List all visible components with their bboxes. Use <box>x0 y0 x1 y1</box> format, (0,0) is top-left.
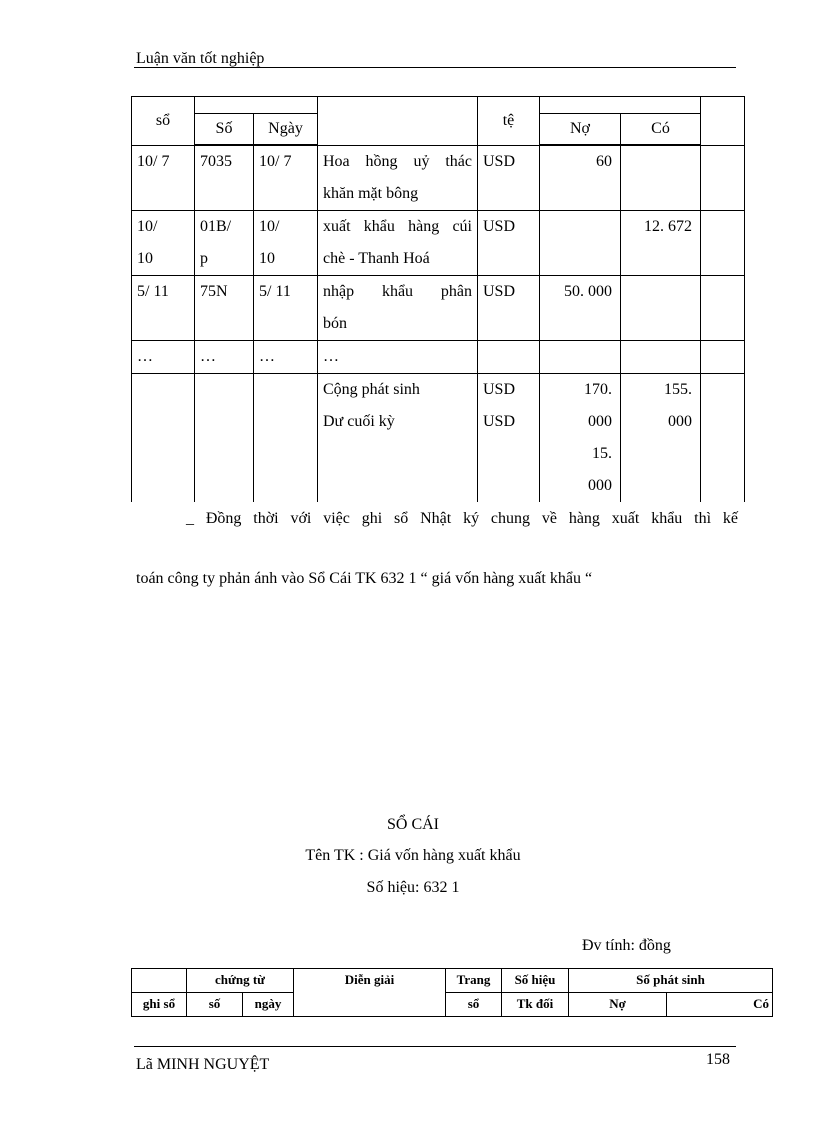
body-paragraph-line1: _ Đồng thời với việc ghi sổ Nhật ký chung về hàng xuất khẩu thì kế <box>186 510 738 527</box>
account-name: Tên TK : Giá vốn hàng xuất khẩu <box>305 847 521 864</box>
cell-co <box>621 340 701 373</box>
header-ghiso: ghi sổ <box>132 993 187 1017</box>
cell-extra <box>701 340 745 373</box>
header-trang: Trang <box>446 969 502 993</box>
header-so-sub: Số <box>195 114 254 146</box>
total-co-line: 000 <box>668 412 692 430</box>
cell-no: 60 <box>540 145 621 210</box>
cell-ngay: 5/ 11 <box>254 275 318 340</box>
cell-so <box>195 210 254 275</box>
table-header-row-top <box>132 969 773 993</box>
cell-date: … <box>132 340 195 373</box>
header-diengiai: Diễn giải <box>294 969 446 1017</box>
total-no-line: 170. <box>584 380 612 398</box>
cell-so: … <box>195 340 254 373</box>
table-header-row-bottom <box>132 993 773 1017</box>
totals-row <box>132 373 745 502</box>
header-tkdoi: Tk đối <box>502 993 569 1017</box>
cell-no <box>540 373 621 502</box>
ledger-title: SỔ CÁI <box>386 816 439 833</box>
cell-desc <box>318 145 478 210</box>
date-line: 10/ <box>137 217 158 235</box>
header-desc <box>318 97 478 146</box>
header-no: Nợ <box>569 993 667 1017</box>
cell-date <box>132 373 195 502</box>
header-co: Có <box>667 993 773 1017</box>
total-no-line: 000 <box>588 412 612 430</box>
table-row <box>132 145 745 210</box>
header-ngay-sub: Ngày <box>254 114 318 146</box>
total-label: Cộng phát sinh <box>323 380 420 398</box>
page-header-title: Luận văn tốt nghiệp <box>136 50 265 67</box>
unit-label: Đv tính: đồng <box>582 937 671 954</box>
ngay-line: 10/ <box>259 217 280 235</box>
total-no-line: 000 <box>588 476 612 494</box>
cell-co <box>621 275 701 340</box>
ngay-line: 10 <box>259 249 275 267</box>
header-amount-top <box>540 97 701 114</box>
cell-currency <box>478 340 540 373</box>
cell-so: 75N <box>195 275 254 340</box>
cell-currency: USD <box>478 210 540 275</box>
header-trang-so: sổ <box>446 993 502 1017</box>
cell-extra <box>701 210 745 275</box>
total-currency: USD <box>483 380 516 398</box>
table-row <box>132 275 745 340</box>
cell-extra <box>701 373 745 502</box>
header-te: tệ <box>478 97 540 146</box>
cell-no: 50. 000 <box>540 275 621 340</box>
header-so: sổ <box>132 97 195 146</box>
so-line: p <box>200 249 208 267</box>
body-paragraph-line2: toán công ty phản ánh vào Sổ Cái TK 632 1 “ giá vốn hàng xuất khẩu “ <box>136 570 593 587</box>
cell-desc <box>318 210 478 275</box>
cell-extra <box>701 145 745 210</box>
header-so: số <box>187 993 243 1017</box>
ledger-header-table <box>131 968 773 1017</box>
cell-so <box>195 373 254 502</box>
cell-currency: USD <box>478 275 540 340</box>
cell-currency <box>478 373 540 502</box>
cell-desc: … <box>318 340 478 373</box>
table-row <box>132 340 745 373</box>
cell-ngay <box>254 373 318 502</box>
cell-so: 7035 <box>195 145 254 210</box>
cell-date <box>132 210 195 275</box>
total-co-line: 155. <box>664 380 692 398</box>
cell-co <box>621 373 701 502</box>
desc-line: khăn mặt bông <box>323 184 419 202</box>
so-line: 01B/ <box>200 217 232 235</box>
cell-ngay <box>254 210 318 275</box>
header-no: Nợ <box>540 114 621 146</box>
desc-line: nhập khẩu phân <box>323 282 472 300</box>
cell-desc <box>318 275 478 340</box>
desc-line: Hoa hồng uỷ thác <box>323 152 472 170</box>
desc-line: chè - Thanh Hoá <box>323 249 430 267</box>
cell-currency: USD <box>478 145 540 210</box>
cell-co: 12. 672 <box>621 210 701 275</box>
cell-date: 10/ 7 <box>132 145 195 210</box>
header-extra <box>701 97 745 146</box>
header-chungtu-top <box>195 97 318 114</box>
desc-line: xuất khẩu hàng cúi <box>323 217 472 235</box>
header-ghiso-top <box>132 969 187 993</box>
cell-ngay: 10/ 7 <box>254 145 318 210</box>
header-chungtu: chứng từ <box>187 969 294 993</box>
cell-ngay: … <box>254 340 318 373</box>
table-header-row-top <box>132 97 745 114</box>
header-sohieu: Số hiệu <box>502 969 569 993</box>
cell-no <box>540 340 621 373</box>
cell-date: 5/ 11 <box>132 275 195 340</box>
cell-co <box>621 145 701 210</box>
account-number: Số hiệu: 632 1 <box>366 879 460 896</box>
cell-extra <box>701 275 745 340</box>
cell-no <box>540 210 621 275</box>
table-row <box>132 210 745 275</box>
cell-desc <box>318 373 478 502</box>
ledger-continued-table <box>131 96 745 502</box>
header-rule <box>134 67 736 68</box>
header-co: Có <box>621 114 701 146</box>
balance-label: Dư cuối kỳ <box>323 412 395 430</box>
page-number: 158 <box>706 1051 730 1068</box>
footer-rule <box>134 1046 736 1047</box>
header-ngay: ngày <box>243 993 294 1017</box>
header-sophatsinh: Số phát sinh <box>569 969 773 993</box>
desc-line: bón <box>323 314 347 332</box>
date-line: 10 <box>137 249 153 267</box>
footer-author: Lã MINH NGUYỆT <box>136 1056 270 1073</box>
total-no-line: 15. <box>592 444 612 462</box>
balance-currency: USD <box>483 412 516 430</box>
